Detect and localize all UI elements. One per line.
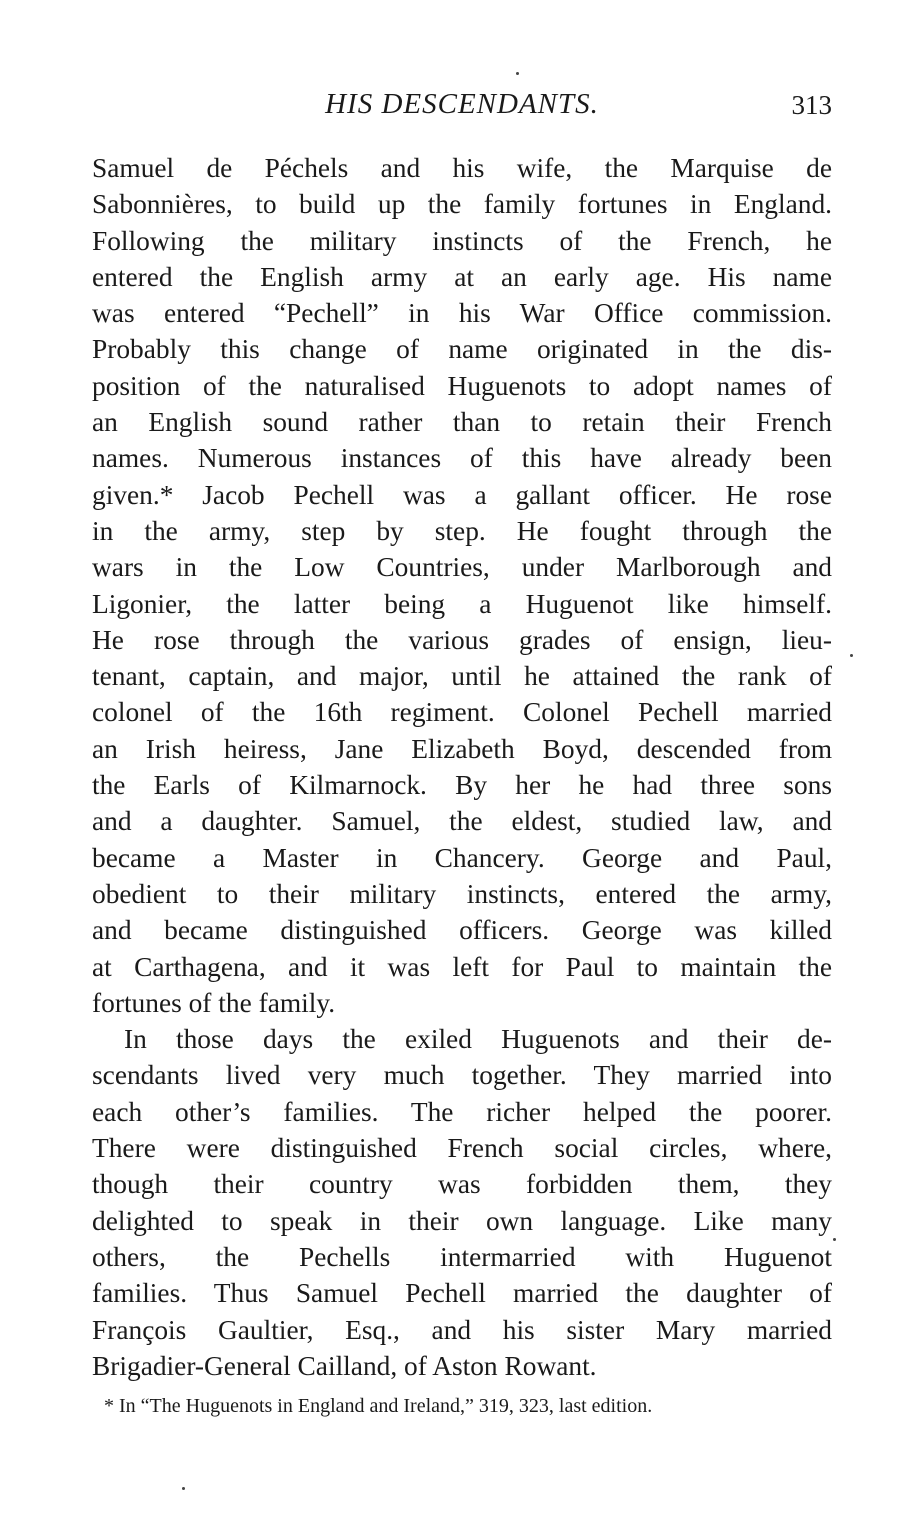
text-line: though their country was forbidden them, they: [92, 1169, 832, 1200]
text-line: the Earls of Kilmarnock. By her he had three sons: [92, 770, 832, 801]
paragraph-1: [92, 150, 832, 1021]
text-line: was entered “Pechell” in his War Office commission.: [92, 298, 832, 329]
print-speck: [833, 1238, 836, 1241]
text-line: obedient to their military instincts, entered the army,: [92, 878, 832, 909]
text-line: fortunes of the family.: [92, 987, 336, 1018]
text-line: each other’s families. The richer helped the poorer.: [92, 1096, 832, 1127]
text-line: an English sound rather than to retain their French: [92, 407, 832, 438]
text-line: an Irish heiress, Jane Elizabeth Boyd, descended from: [92, 733, 832, 764]
book-page: [92, 80, 832, 1420]
text-line: became a Master in Chancery. George and Paul,: [92, 842, 832, 873]
text-line: position of the naturalised Huguenots to adopt names of: [92, 370, 832, 401]
text-line: and a daughter. Samuel, the eldest, studied law, and: [92, 806, 832, 837]
paragraph-2: [92, 1021, 832, 1384]
page-number: 313: [791, 90, 832, 120]
text-line: in the army, step by step. He fought through the: [92, 515, 832, 546]
page-header: [92, 80, 832, 140]
text-line: Following the military instincts of the French, he: [92, 225, 832, 256]
text-line: names. Numerous instances of this have already been: [92, 443, 832, 474]
text-line: He rose through the various grades of ensign, lieu-: [92, 624, 832, 655]
text-line: Ligonier, the latter being a Huguenot like himself.: [92, 588, 832, 619]
text-line: at Carthagena, and it was left for Paul to maintain the: [92, 951, 832, 982]
text-line: wars in the Low Countries, under Marlborough and: [92, 552, 832, 583]
text-line: scendants lived very much together. They married into: [92, 1060, 832, 1091]
text-line: Sabonnières, to build up the family fortunes in England.: [92, 189, 832, 220]
text-line: François Gaultier, Esq., and his sister Mary married: [92, 1314, 832, 1345]
text-line: and became distinguished officers. George was killed: [92, 915, 832, 946]
text-line: entered the English army at an early age. His name: [92, 261, 832, 292]
text-line: There were distinguished French social circles, where,: [92, 1133, 832, 1164]
text-line: Samuel de Péchels and his wife, the Marquise de: [92, 153, 832, 183]
footnote: * In “The Huguenots in England and Ireland,” 319, 323, last edition.: [104, 1395, 653, 1418]
print-speck: [516, 72, 519, 75]
print-speck: [182, 1487, 185, 1490]
text-line: Probably this change of name originated in the dis-: [92, 334, 832, 365]
text-line: In those days the exiled Huguenots and their de-: [124, 1024, 832, 1055]
text-line: families. Thus Samuel Pechell married the daughter of: [92, 1278, 832, 1309]
text-line: Brigadier-General Cailland, of Aston Rowant.: [92, 1350, 597, 1381]
text-line: others, the Pechells intermarried with Huguenot: [92, 1241, 832, 1272]
text-line: tenant, captain, and major, until he attained the rank of: [92, 661, 832, 692]
body-text: [92, 150, 832, 1384]
print-speck: [850, 654, 853, 657]
running-head: HIS DESCENDANTS.: [325, 88, 599, 120]
text-line: given.* Jacob Pechell was a gallant officer. He rose: [92, 479, 832, 510]
text-line: delighted to speak in their own language. Like many: [92, 1205, 832, 1236]
text-line: colonel of the 16th regiment. Colonel Pechell married: [92, 697, 832, 728]
